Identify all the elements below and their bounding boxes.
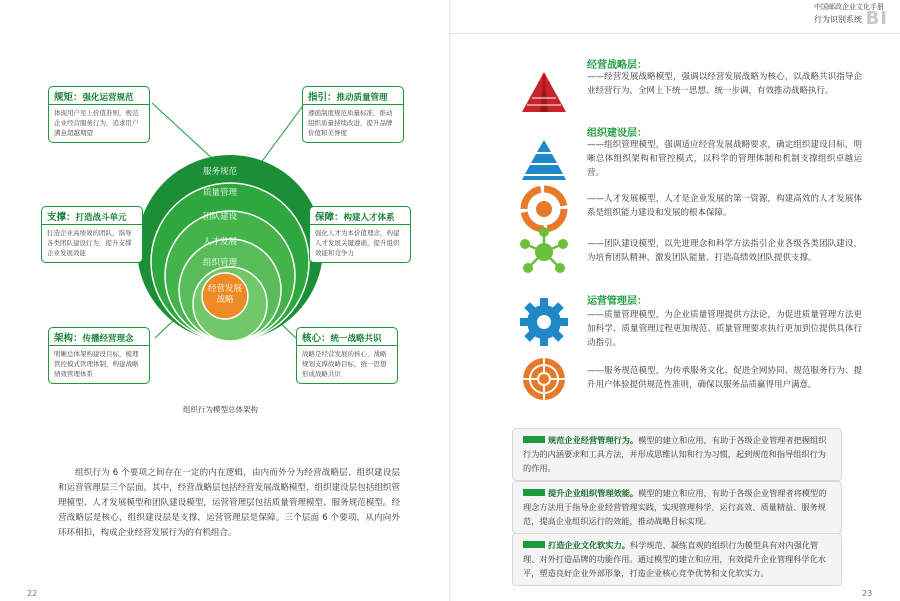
core-label: 经营发展 战略 (207, 284, 242, 305)
section-title-strategy: 经营战略层： (587, 60, 647, 71)
ring-label-team: 团队建设 (202, 212, 237, 222)
box-zhicheng: 支撑：打造战斗单元 打造企业高绩效的团队，指导各类团队建设行为，提升支撑企业发展效能 (41, 206, 143, 263)
page-header (814, 2, 888, 29)
item-strategy: ——经营发展战略模型，强调以经营发展战略为核心，以战略共识指导企业经营行为，全网上下统一思想、统一步调，有效推动战略执行。 (587, 72, 862, 96)
item-talent: ——人才发展模型，人才是企业发展的第一资源，构建高效的人才发展体系是组织能力建设和发展的根本保障。 (587, 194, 862, 218)
section-title-operation: 运营管理层： (587, 296, 647, 307)
section-title-organization: 组织建设层： (587, 128, 647, 139)
body-paragraph: 组织行为 6 个要项之间存在一定的内在逻辑，由内而外分为经营战略层、组织建设层和运营管理层三个层面。其中，经营战略层包括经营发展战略模型，组织建设层包括组织管理模型、人才发展模型和团队建设模型，运营管理层包括质量管理模型、服务规范模型。经营战略层是核心，组织建设层是支撑，运营管理层是保障。三个层面 6 个要项，从内向外环环相扣，构成企业经营发展行为的有机组合。 (58, 468, 400, 538)
ring-label-talent: 人才发展 (202, 237, 237, 247)
page-number-left: 22 (27, 589, 38, 598)
pyramid-red-icon (518, 68, 570, 120)
lifebuoy-orange-icon (518, 353, 570, 405)
ring-label-service: 服务规范 (202, 167, 237, 177)
diagram-caption: 组织行为模型总体架构 (183, 405, 258, 414)
highlight-efficiency: 提升企业组织管理效能。模型的建立和应用，有助于各级企业管理者将模型的理念方法用于指导企业经营管理实践，实现管理科学、运行高效、质量精益、服务规范，提高企业组织运行的效能，推动战略目标实现。 (512, 481, 842, 534)
box-hexin: 核心：统一战略共识 战略是经营发展的核心，战略规划支撑战略目标，统一思想形成战略共识 (296, 327, 398, 384)
highlight-bar (523, 489, 545, 496)
org-behavior-diagram (0, 0, 450, 430)
ring-label-quality: 质量管理 (202, 188, 237, 198)
ring-label-org: 组织管理 (202, 258, 237, 268)
box-zhiyin: 指引：推动质量管理 遵循制度规范质量标准，推动组织质量持续改进，提升品牌价值和美誉度 (302, 86, 404, 143)
item-team: ——团队建设模型，以先进理念和科学方法指引企业各级各类团队建设，为培育团队精神、激发团队能量、打造高绩效团队提供支撑。 (587, 239, 862, 263)
gear-blue-icon (518, 296, 570, 348)
spine-gutter (449, 0, 451, 601)
bi-mark: BI (865, 8, 888, 29)
highlight-bar (523, 436, 545, 443)
item-quality: ——质量管理模型，为企业质量管理提供方法论，为促进质量管理方法更加科学、质量管理过程更加规范、质量管理要求执行更加到位提供具体行动指引。 (587, 310, 862, 348)
page-number-right: 23 (862, 589, 873, 598)
box-jiagou: 架构：传播经营理念 明晰总体架构建设目标，梳理管控模式管理体制，构建战略绩效管理体系 (48, 327, 150, 384)
handbook-subtitle: 行为识别系统 (814, 15, 862, 24)
header-rule (450, 33, 900, 34)
item-org-management: ——组织管理模型，强调适应经营发展战略要求，确定组织建设目标，明晰总体组织架构和管控模式，以科学的管理体制和机制支撑组织卓越运营。 (587, 140, 862, 178)
pyramid-blue-icon (518, 134, 570, 186)
box-guiju: 规矩：强化运营规范 体现用户至上价值准则，规范企业经营服务行为，追求用户满意超越期望 (48, 86, 150, 143)
highlight-bar (523, 541, 545, 548)
item-service: ——服务规范模型，为传承服务文化、促进全网协同、规范服务行为、提升用户体验提供规范性准则，确保以服务品质赢得用户满意。 (587, 366, 862, 390)
highlight-soft-power: 打造企业文化软实力。科学规范、凝练直观的组织行为模型具有对内强化管理、对外打造品牌的功能作用。通过模型的建立和应用，有效提升企业管理科学化水平，塑造良好企业外部形象，打造企业核心竞争优势和文化软实力。 (512, 533, 842, 586)
handbook-title: 中国邮政企业文化手册 (814, 3, 884, 11)
highlight-standardize: 规范企业经营管理行为。模型的建立和应用，有助于各级企业管理者把握组织行为的内涵要求和工具方法，并形成思维认知和行为习惯，起到规范和指导组织行为的作用。 (512, 428, 842, 481)
box-baozhang: 保障：构建人才体系 强化人才为本价值理念，构建人才发展关键遵循，提升组织效能和竞争力 (309, 206, 411, 263)
network-green-icon (518, 226, 570, 278)
